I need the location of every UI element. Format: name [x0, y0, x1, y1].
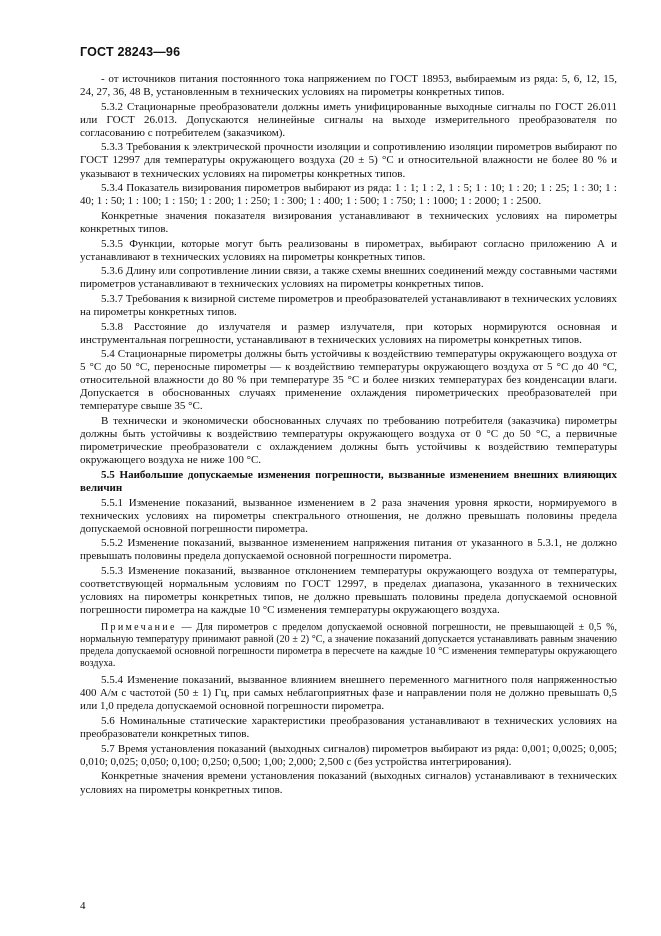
paragraph-5-3-5: 5.3.5 Функции, которые могут быть реализованы в пирометрах, выбирают согласно приложению А и устанавливают в технических условиях на пирометры конкретных типов.	[80, 237, 617, 263]
paragraph-5-3-6: 5.3.6 Длину или сопротивление линии связи, а также схемы внешних соединений между составными частями пирометров устанавливают в технических условиях на пирометры конкретных типов.	[80, 265, 617, 291]
paragraph-5-5-4: 5.5.4 Изменение показаний, вызванное влиянием внешнего переменного магнитного поля напряженностью 400 А/м с частотой (50 ± 1) Гц, при самых неблагоприятных фазе и направлении поля не должно превышать 0,5 или 1,0 предела допускаемой основной погрешности пирометра.	[80, 674, 617, 713]
paragraph-5-3-2: 5.3.2 Стационарные преобразователи должны иметь унифицированные выходные сигналы по ГОСТ 26.011 или ГОСТ 26.013. Допускаются нелинейные сигналы на выходе измерительного преобразователя по согласованию с потребителем (заказчиком).	[80, 100, 617, 139]
section-heading-5-5: 5.5 Наибольшие допускаемые изменения погрешности, вызванные изменением внешних влияющих величин	[80, 468, 617, 494]
note-label: Примечание	[101, 622, 177, 634]
paragraph-5-5-2: 5.5.2 Изменение показаний, вызванное изменением напряжения питания от указанного в 5.3.1, не должно превышать половины предела допускаемой основной погрешности пирометра.	[80, 537, 617, 563]
paragraph-5-6: 5.6 Номинальные статические характеристики преобразования устанавливают в технических условиях на преобразователи конкретных типов.	[80, 715, 617, 741]
paragraph-5-5-3: 5.5.3 Изменение показаний, вызванное отклонением температуры окружающего воздуха от температуры, соответствующей нормальным условиям по ГОСТ 12997, в пределах диапазона, указанного в технических условиях на пирометры конкретных типов, не должно превышать половины предела допускаемой основной погрешности пирометра на каждые 10 °С изменения температуры окружающего воздуха.	[80, 565, 617, 617]
paragraph-5-3-3: 5.3.3 Требования к электрической прочности изоляции и сопротивлению изоляции пирометров выбирают по ГОСТ 12997 для температуры окружающего воздуха (20 ± 5) °С и относительной влажности не более 80 % и указывают в технических условиях на пирометры конкретных типов.	[80, 141, 617, 180]
note	[80, 622, 617, 669]
paragraph-5-3-8: 5.3.8 Расстояние до излучателя и размер излучателя, при которых нормируются основная и инструментальная погрешности, устанавливают в технических условиях на пирометры конкретных типов.	[80, 320, 617, 346]
page-number: 4	[80, 900, 86, 912]
document-body	[80, 73, 617, 798]
paragraph-sighting-values: Конкретные значения показателя визирования устанавливают в технических условиях на пирометры конкретных типов.	[80, 209, 617, 235]
paragraph-5-4-extended: В технически и экономически обоснованных случаях по требованию потребителя (заказчика) пирометры должны быть устойчивы к воздействию температуры окружающего воздуха от 0 °С до 50 °С, а первичные пирометрические преобразователи с охлаждением должны быть устойчивы к воздействию температуры окружающего воздуха не ниже 100 °С.	[80, 415, 617, 467]
note-text: — Для пирометров с пределом допускаемой основной погрешности, не превышающей ± 0,5 %, нормальную температуру принимают равной (20 ± 2) °С, а значение показаний допускается устанавливать равным значению предела допускаемой основной погрешности пирометра в пересчете на каждые 10 °С изменения температуры окружающего воздуха.	[80, 622, 617, 669]
paragraph-settling-values: Конкретные значения времени установления показаний (выходных сигналов) устанавливают в технических условиях на пирометры конкретных типов.	[80, 770, 617, 796]
paragraph-5-5-1: 5.5.1 Изменение показаний, вызванное изменением в 2 раза значения уровня яркости, нормируемого в технических условиях на пирометры спектрального отношения, не должно превышать половины предела допускаемой основной погрешности пирометра.	[80, 496, 617, 535]
paragraph-5-7: 5.7 Время установления показаний (выходных сигналов) пирометров выбирают из ряда: 0,001; 0,0025; 0,005; 0,010; 0,025; 0,050; 0,100; 0,250; 0,500; 1,00; 2,000; 2,500 с (без устройства интегрирования).	[80, 742, 617, 768]
paragraph-power-sources: - от источников питания постоянного тока напряжением по ГОСТ 18953, выбираемым из ряда: 5, 6, 12, 15, 24, 27, 36, 48 В, установленным в технических условиях на пирометры конкретных типов.	[80, 73, 617, 99]
paragraph-5-4: 5.4 Стационарные пирометры должны быть устойчивы к воздействию температуры окружающего воздуха от 5 °С до 50 °С, переносные пирометры — к воздействию температуры окружающего воздуха от 5 °С до 40 °С, относительной влажности до 80 % при температуре 35 °С и более низких температурах без конденсации влаги. Допускается в обоснованных случаях применение охлаждения пирометрических преобразователей при температуре свыше 35 °С.	[80, 348, 617, 413]
paragraph-5-3-4: 5.3.4 Показатель визирования пирометров выбирают из ряда: 1 : 1; 1 : 2, 1 : 5; 1 : 10; 1 : 20; 1 : 25; 1 : 30; 1 : 40; 1 : 50; 1 : 100; 1 : 150; 1 : 200; 1 : 250; 1 : 300; 1 : 400; 1 : 500; 1 : 750; 1 : 1000; 1 : 2000; 1 : 2500.	[80, 182, 617, 208]
paragraph-5-3-7: 5.3.7 Требования к визирной системе пирометров и преобразователей устанавливают в технических условиях на пирометры конкретных типов.	[80, 292, 617, 318]
document-header: ГОСТ 28243—96	[80, 45, 181, 59]
